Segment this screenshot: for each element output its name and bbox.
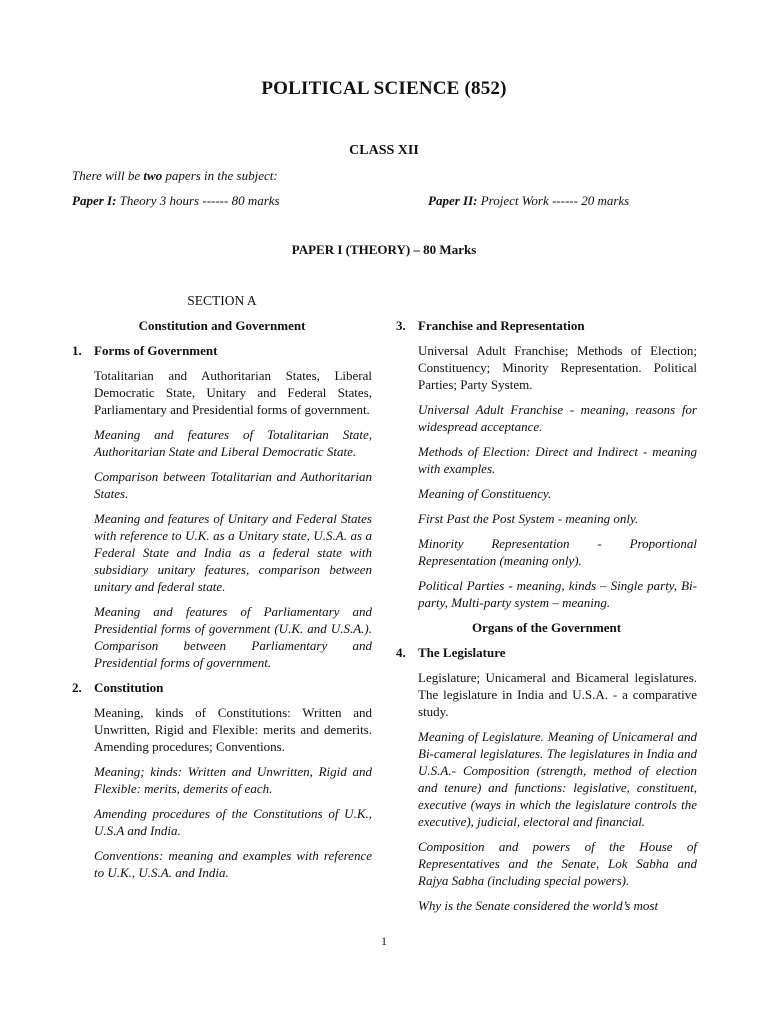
italic-paragraph: Minority Representation - Proportional Representation (meaning only). [418,536,697,568]
page-number: 1 [381,934,387,948]
intro-after: papers in the subject: [162,168,278,183]
italic-paragraph: Political Parties - meaning, kinds – Single party, Bi-party, Multi-party system – meaning. [418,578,697,610]
subsection-heading: Organs of the Government [471,620,622,635]
italic-paragraph: Universal Adult Franchise - meaning, reasons for widespread acceptance. [418,402,697,434]
topic-heading [72,342,372,359]
class-title: CLASS XII [349,143,419,158]
italic-paragraph: Comparison between Totalitarian and Authoritarian States. [94,469,372,501]
paragraph: Legislature; Unicameral and Bicameral legislatures. The legislature in India and U.S.A. - a comparative study. [418,670,697,719]
section-heading: SECTION A [187,293,257,308]
italic-paragraph: Meaning and features of Totalitarian State, Authoritarian State and Liberal Democratic State. [94,427,372,459]
right-column [396,317,697,922]
italic-paragraph: Meaning and features of Unitary and Federal States with reference to U.K. as a Unitary state, U.S.A. as a Federal State and India as a federal state with subsidiary unitary features, comparison between unitary and federal state. [94,511,372,594]
italic-paragraph: Meaning; kinds: Written and Unwritten, Rigid and Flexible: merits, demerits of each. [94,764,372,796]
paper-two-text: Project Work ------ 20 marks [477,193,630,208]
topic-title: Forms of Government [94,343,218,358]
topic-heading [396,644,697,661]
italic-paragraph: Meaning and features of Parliamentary and Presidential forms of government (U.K. and U.S.A.). Comparison between Parliamentary and Presidential forms of government. [94,604,372,670]
intro-bold: two [143,168,163,183]
topic-title: Constitution [94,680,164,695]
italic-paragraph: Methods of Election: Direct and Indirect - meaning with examples. [418,444,697,476]
paper-two-label: Paper II: [428,193,478,208]
intro-before: There will be [72,168,144,183]
topic-number: 3. [396,318,406,333]
intro-line [72,168,278,184]
paragraph: Meaning, kinds of Constitutions: Written and Unwritten, Rigid and Flexible: merits and demerits. Amending procedures; Conventions. [94,705,372,754]
italic-paragraph: Conventions: meaning and examples with reference to U.K., U.S.A. and India. [94,848,372,880]
subsection-heading: Constitution and Government [138,318,306,333]
topic-number: 2. [72,680,82,695]
page-title: POLITICAL SCIENCE (852) [261,78,507,99]
italic-paragraph: Meaning of Legislature. Meaning of Unicameral and Bi-cameral legislatures. The legislatures in India and U.S.A.- Composition (strength, method of election and tenure) and functions: legislative, constituent, executive (ways in which the legislature controls the executive), judicial, electoral and financial. [418,729,697,829]
italic-paragraph: Composition and powers of the House of Representatives and the Senate, Lok Sabha and Rajya Sabha (including special powers). [418,839,697,888]
topic-number: 4. [396,645,406,660]
paper-one-line [72,193,280,209]
italic-paragraph: Why is the Senate considered the world’s most [418,898,659,913]
italic-paragraph: First Past the Post System - meaning only. [418,511,639,526]
paragraph: Totalitarian and Authoritarian States, Liberal Democratic State, Unitary and Federal States, Parliamentary and Presidential forms of government. [94,368,372,417]
paper-two-line [428,193,629,209]
topic-number: 1. [72,343,82,358]
topic-heading [396,317,697,334]
paper-one-text: Theory 3 hours ------ 80 marks [116,193,280,208]
italic-paragraph: Meaning of Constituency. [418,486,552,501]
topic-heading [72,679,372,696]
paper-title: PAPER I (THEORY) – 80 Marks [291,242,477,257]
paper-one-label: Paper I: [72,193,117,208]
paragraph: Universal Adult Franchise; Methods of Election; Constituency; Minority Representation. Political Parties; Party System. [418,343,697,392]
topic-title: Franchise and Representation [418,318,585,333]
topic-title: The Legislature [418,645,506,660]
left-column [72,292,372,889]
italic-paragraph: Amending procedures of the Constitutions of U.K., U.S.A and India. [94,806,372,838]
